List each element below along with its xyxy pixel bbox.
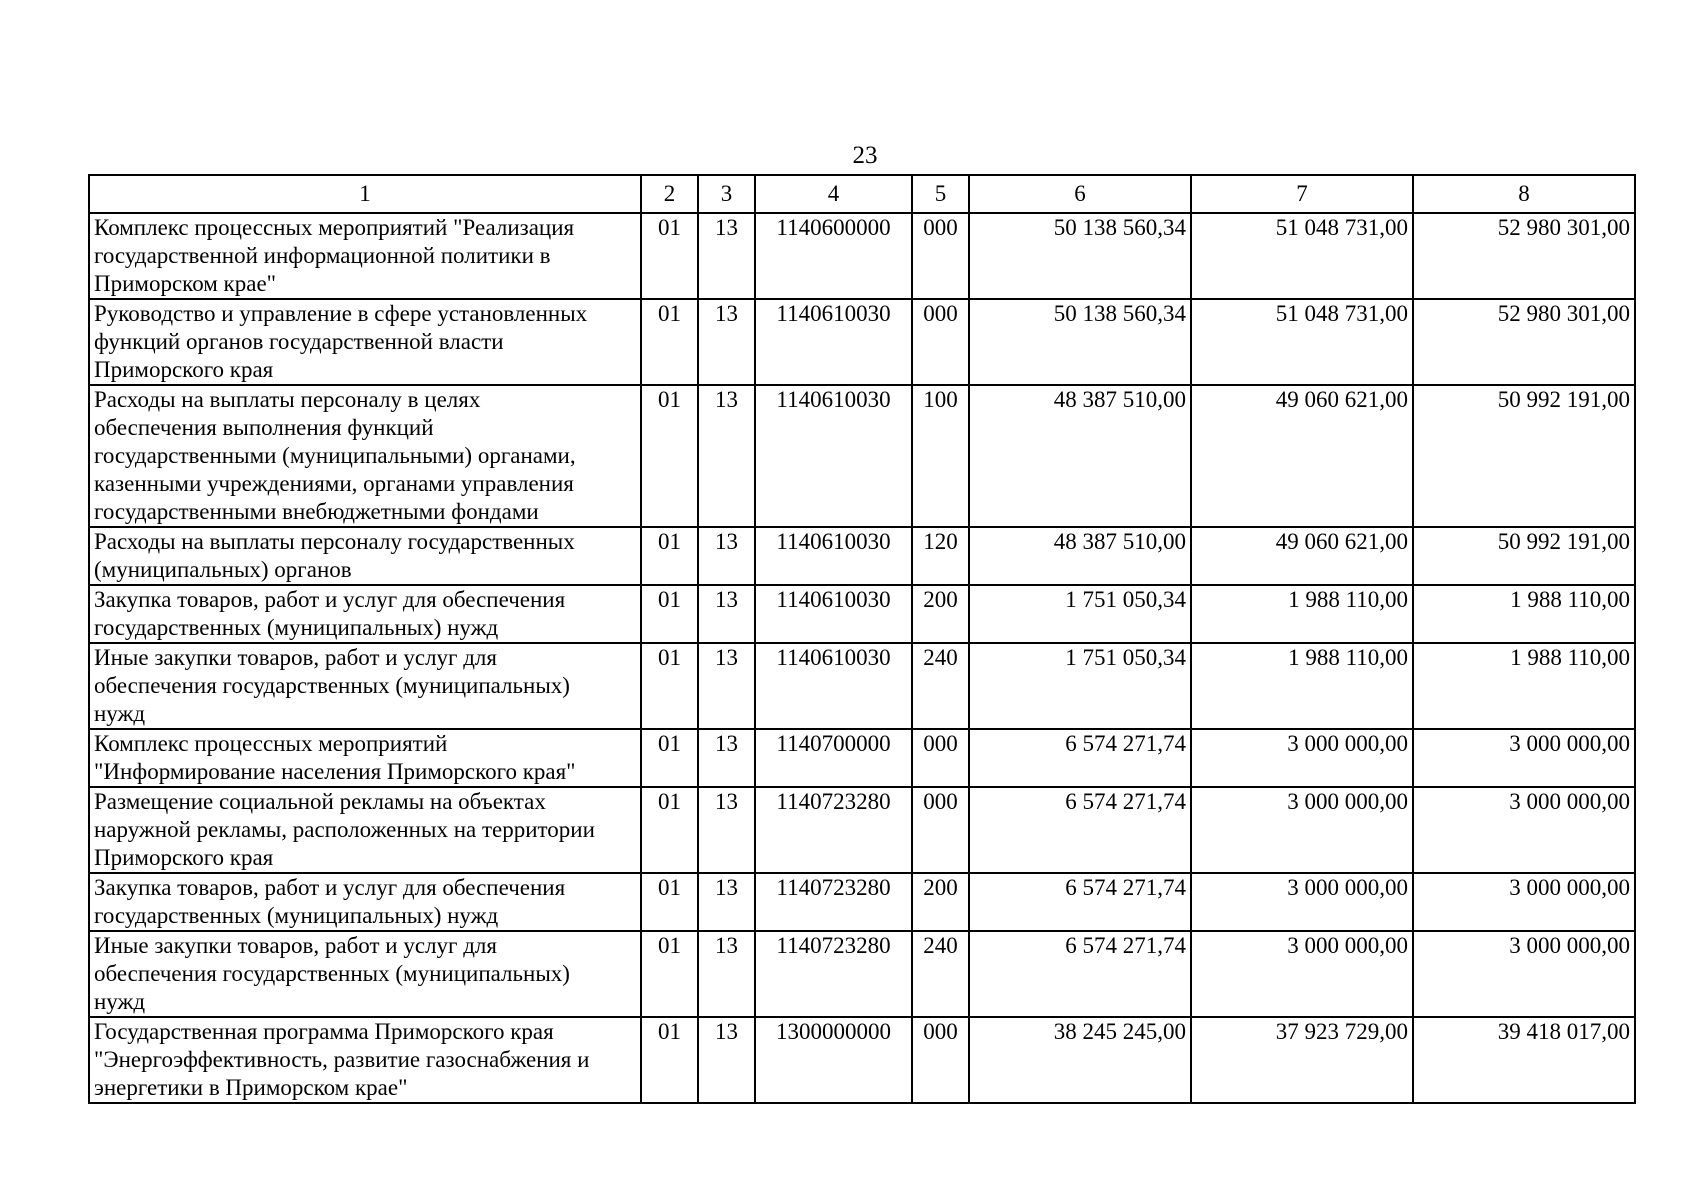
row-name-line: Иные закупки товаров, работ и услуг для bbox=[94, 645, 497, 670]
table-body bbox=[89, 213, 1635, 1103]
row-name-line: "Информирование населения Приморского края" bbox=[94, 759, 576, 784]
row-name-line: Приморского края bbox=[94, 357, 274, 382]
row-name bbox=[89, 931, 641, 1017]
amount-col-8: 3 000 000,00 bbox=[1413, 787, 1635, 873]
target-article-code: 1140723280 bbox=[755, 931, 912, 1017]
amount-col-6: 50 138 560,34 bbox=[969, 213, 1191, 299]
table-row bbox=[89, 585, 1635, 643]
row-name bbox=[89, 213, 641, 299]
subsection-code: 13 bbox=[698, 643, 755, 729]
row-name-line: Комплекс процессных мероприятий bbox=[94, 731, 448, 756]
subsection-code: 13 bbox=[698, 213, 755, 299]
row-name bbox=[89, 299, 641, 385]
row-name-line: государственных (муниципальных) нужд bbox=[94, 903, 499, 928]
row-name-line: "Энергоэффективность, развитие газоснабжения и bbox=[94, 1047, 590, 1072]
section-code: 01 bbox=[641, 643, 698, 729]
amount-col-7: 3 000 000,00 bbox=[1191, 873, 1413, 931]
subsection-code: 13 bbox=[698, 585, 755, 643]
amount-col-6: 48 387 510,00 bbox=[969, 527, 1191, 585]
row-name-line: Иные закупки товаров, работ и услуг для bbox=[94, 933, 497, 958]
target-article-code: 1140610030 bbox=[755, 527, 912, 585]
amount-col-6: 6 574 271,74 bbox=[969, 873, 1191, 931]
section-code: 01 bbox=[641, 1017, 698, 1103]
amount-col-8: 3 000 000,00 bbox=[1413, 931, 1635, 1017]
table-row bbox=[89, 643, 1635, 729]
amount-col-8: 52 980 301,00 bbox=[1413, 299, 1635, 385]
row-name-line: Закупка товаров, работ и услуг для обеспечения bbox=[94, 875, 566, 900]
amount-col-7: 3 000 000,00 bbox=[1191, 729, 1413, 787]
amount-col-7: 51 048 731,00 bbox=[1191, 213, 1413, 299]
row-name-line: (муниципальных) органов bbox=[94, 557, 352, 582]
expense-type-code: 000 bbox=[912, 299, 969, 385]
section-code: 01 bbox=[641, 299, 698, 385]
target-article-code: 1140610030 bbox=[755, 585, 912, 643]
section-code: 01 bbox=[641, 385, 698, 527]
row-name bbox=[89, 643, 641, 729]
table-row bbox=[89, 787, 1635, 873]
amount-col-7: 3 000 000,00 bbox=[1191, 787, 1413, 873]
row-name-line: Расходы на выплаты персоналу в целях bbox=[94, 387, 481, 412]
subsection-code: 13 bbox=[698, 385, 755, 527]
amount-col-7: 1 988 110,00 bbox=[1191, 585, 1413, 643]
amount-col-7: 37 923 729,00 bbox=[1191, 1017, 1413, 1103]
target-article-code: 1140723280 bbox=[755, 873, 912, 931]
amount-col-8: 1 988 110,00 bbox=[1413, 585, 1635, 643]
expense-type-code: 000 bbox=[912, 1017, 969, 1103]
section-code: 01 bbox=[641, 585, 698, 643]
amount-col-6: 1 751 050,34 bbox=[969, 643, 1191, 729]
row-name-line: государственной информационной политики в bbox=[94, 243, 551, 268]
row-name bbox=[89, 873, 641, 931]
amount-col-8: 50 992 191,00 bbox=[1413, 385, 1635, 527]
amount-col-8: 52 980 301,00 bbox=[1413, 213, 1635, 299]
row-name-line: энергетики в Приморском крае" bbox=[94, 1075, 408, 1100]
amount-col-8: 1 988 110,00 bbox=[1413, 643, 1635, 729]
expense-type-code: 000 bbox=[912, 787, 969, 873]
row-name-line: Закупка товаров, работ и услуг для обеспечения bbox=[94, 587, 566, 612]
subsection-code: 13 bbox=[698, 787, 755, 873]
row-name-line: Расходы на выплаты персоналу государственных bbox=[94, 529, 575, 554]
row-name-line: обеспечения государственных (муниципальных) bbox=[94, 961, 570, 986]
table-row bbox=[89, 729, 1635, 787]
expense-type-code: 100 bbox=[912, 385, 969, 527]
row-name bbox=[89, 585, 641, 643]
amount-col-6: 6 574 271,74 bbox=[969, 729, 1191, 787]
subsection-code: 13 bbox=[698, 873, 755, 931]
column-header-2: 2 bbox=[641, 175, 698, 213]
target-article-code: 1140700000 bbox=[755, 729, 912, 787]
row-name-line: обеспечения выполнения функций bbox=[94, 415, 434, 440]
row-name-line: государственными (муниципальными) органами, bbox=[94, 443, 576, 468]
page-number: 23 bbox=[852, 142, 878, 169]
target-article-code: 1140610030 bbox=[755, 643, 912, 729]
column-header-8: 8 bbox=[1413, 175, 1635, 213]
section-code: 01 bbox=[641, 213, 698, 299]
table-row bbox=[89, 527, 1635, 585]
column-header-1: 1 bbox=[89, 175, 641, 213]
subsection-code: 13 bbox=[698, 931, 755, 1017]
row-name-line: Государственная программа Приморского края bbox=[94, 1019, 554, 1044]
header-row bbox=[89, 175, 1635, 213]
row-name-line: Приморского края bbox=[94, 845, 274, 870]
column-header-3: 3 bbox=[698, 175, 755, 213]
subsection-code: 13 bbox=[698, 527, 755, 585]
amount-col-8: 3 000 000,00 bbox=[1413, 873, 1635, 931]
row-name bbox=[89, 729, 641, 787]
amount-col-7: 1 988 110,00 bbox=[1191, 643, 1413, 729]
column-header-6: 6 bbox=[969, 175, 1191, 213]
expense-type-code: 000 bbox=[912, 729, 969, 787]
row-name-line: обеспечения государственных (муниципальных) bbox=[94, 673, 570, 698]
row-name bbox=[89, 527, 641, 585]
amount-col-6: 1 751 050,34 bbox=[969, 585, 1191, 643]
table-row bbox=[89, 385, 1635, 527]
target-article-code: 1140610030 bbox=[755, 385, 912, 527]
amount-col-6: 6 574 271,74 bbox=[969, 787, 1191, 873]
section-code: 01 bbox=[641, 729, 698, 787]
amount-col-8: 3 000 000,00 bbox=[1413, 729, 1635, 787]
column-header-7: 7 bbox=[1191, 175, 1413, 213]
row-name-line: наружной рекламы, расположенных на территории bbox=[94, 817, 595, 842]
row-name-line: Руководство и управление в сфере установленных bbox=[94, 301, 588, 326]
section-code: 01 bbox=[641, 787, 698, 873]
expense-type-code: 000 bbox=[912, 213, 969, 299]
row-name-line: Приморском крае" bbox=[94, 271, 277, 296]
subsection-code: 13 bbox=[698, 1017, 755, 1103]
target-article-code: 1300000000 bbox=[755, 1017, 912, 1103]
amount-col-8: 50 992 191,00 bbox=[1413, 527, 1635, 585]
row-name-line: нужд bbox=[94, 989, 146, 1014]
subsection-code: 13 bbox=[698, 729, 755, 787]
row-name bbox=[89, 1017, 641, 1103]
amount-col-7: 51 048 731,00 bbox=[1191, 299, 1413, 385]
amount-col-7: 49 060 621,00 bbox=[1191, 527, 1413, 585]
target-article-code: 1140610030 bbox=[755, 299, 912, 385]
table-row bbox=[89, 1017, 1635, 1103]
table-row bbox=[89, 213, 1635, 299]
table-row bbox=[89, 299, 1635, 385]
section-code: 01 bbox=[641, 931, 698, 1017]
amount-col-6: 48 387 510,00 bbox=[969, 385, 1191, 527]
budget-table bbox=[88, 174, 1636, 1104]
row-name-line: казенными учреждениями, органами управления bbox=[94, 471, 574, 496]
column-header-5: 5 bbox=[912, 175, 969, 213]
amount-col-7: 3 000 000,00 bbox=[1191, 931, 1413, 1017]
row-name bbox=[89, 385, 641, 527]
expense-type-code: 200 bbox=[912, 585, 969, 643]
row-name bbox=[89, 787, 641, 873]
table-header bbox=[89, 175, 1635, 213]
amount-col-6: 38 245 245,00 bbox=[969, 1017, 1191, 1103]
amount-col-6: 50 138 560,34 bbox=[969, 299, 1191, 385]
row-name-line: Размещение социальной рекламы на объектах bbox=[94, 789, 546, 814]
expense-type-code: 200 bbox=[912, 873, 969, 931]
target-article-code: 1140723280 bbox=[755, 787, 912, 873]
amount-col-7: 49 060 621,00 bbox=[1191, 385, 1413, 527]
table-row bbox=[89, 931, 1635, 1017]
subsection-code: 13 bbox=[698, 299, 755, 385]
expense-type-code: 120 bbox=[912, 527, 969, 585]
target-article-code: 1140600000 bbox=[755, 213, 912, 299]
table-row bbox=[89, 873, 1635, 931]
row-name-line: государственными внебюджетными фондами bbox=[94, 499, 539, 524]
row-name-line: функций органов государственной власти bbox=[94, 329, 504, 354]
section-code: 01 bbox=[641, 873, 698, 931]
amount-col-8: 39 418 017,00 bbox=[1413, 1017, 1635, 1103]
expense-type-code: 240 bbox=[912, 643, 969, 729]
amount-col-6: 6 574 271,74 bbox=[969, 931, 1191, 1017]
row-name-line: Комплекс процессных мероприятий "Реализация bbox=[94, 215, 575, 240]
row-name-line: государственных (муниципальных) нужд bbox=[94, 615, 499, 640]
row-name-line: нужд bbox=[94, 701, 146, 726]
section-code: 01 bbox=[641, 527, 698, 585]
expense-type-code: 240 bbox=[912, 931, 969, 1017]
column-header-4: 4 bbox=[755, 175, 912, 213]
